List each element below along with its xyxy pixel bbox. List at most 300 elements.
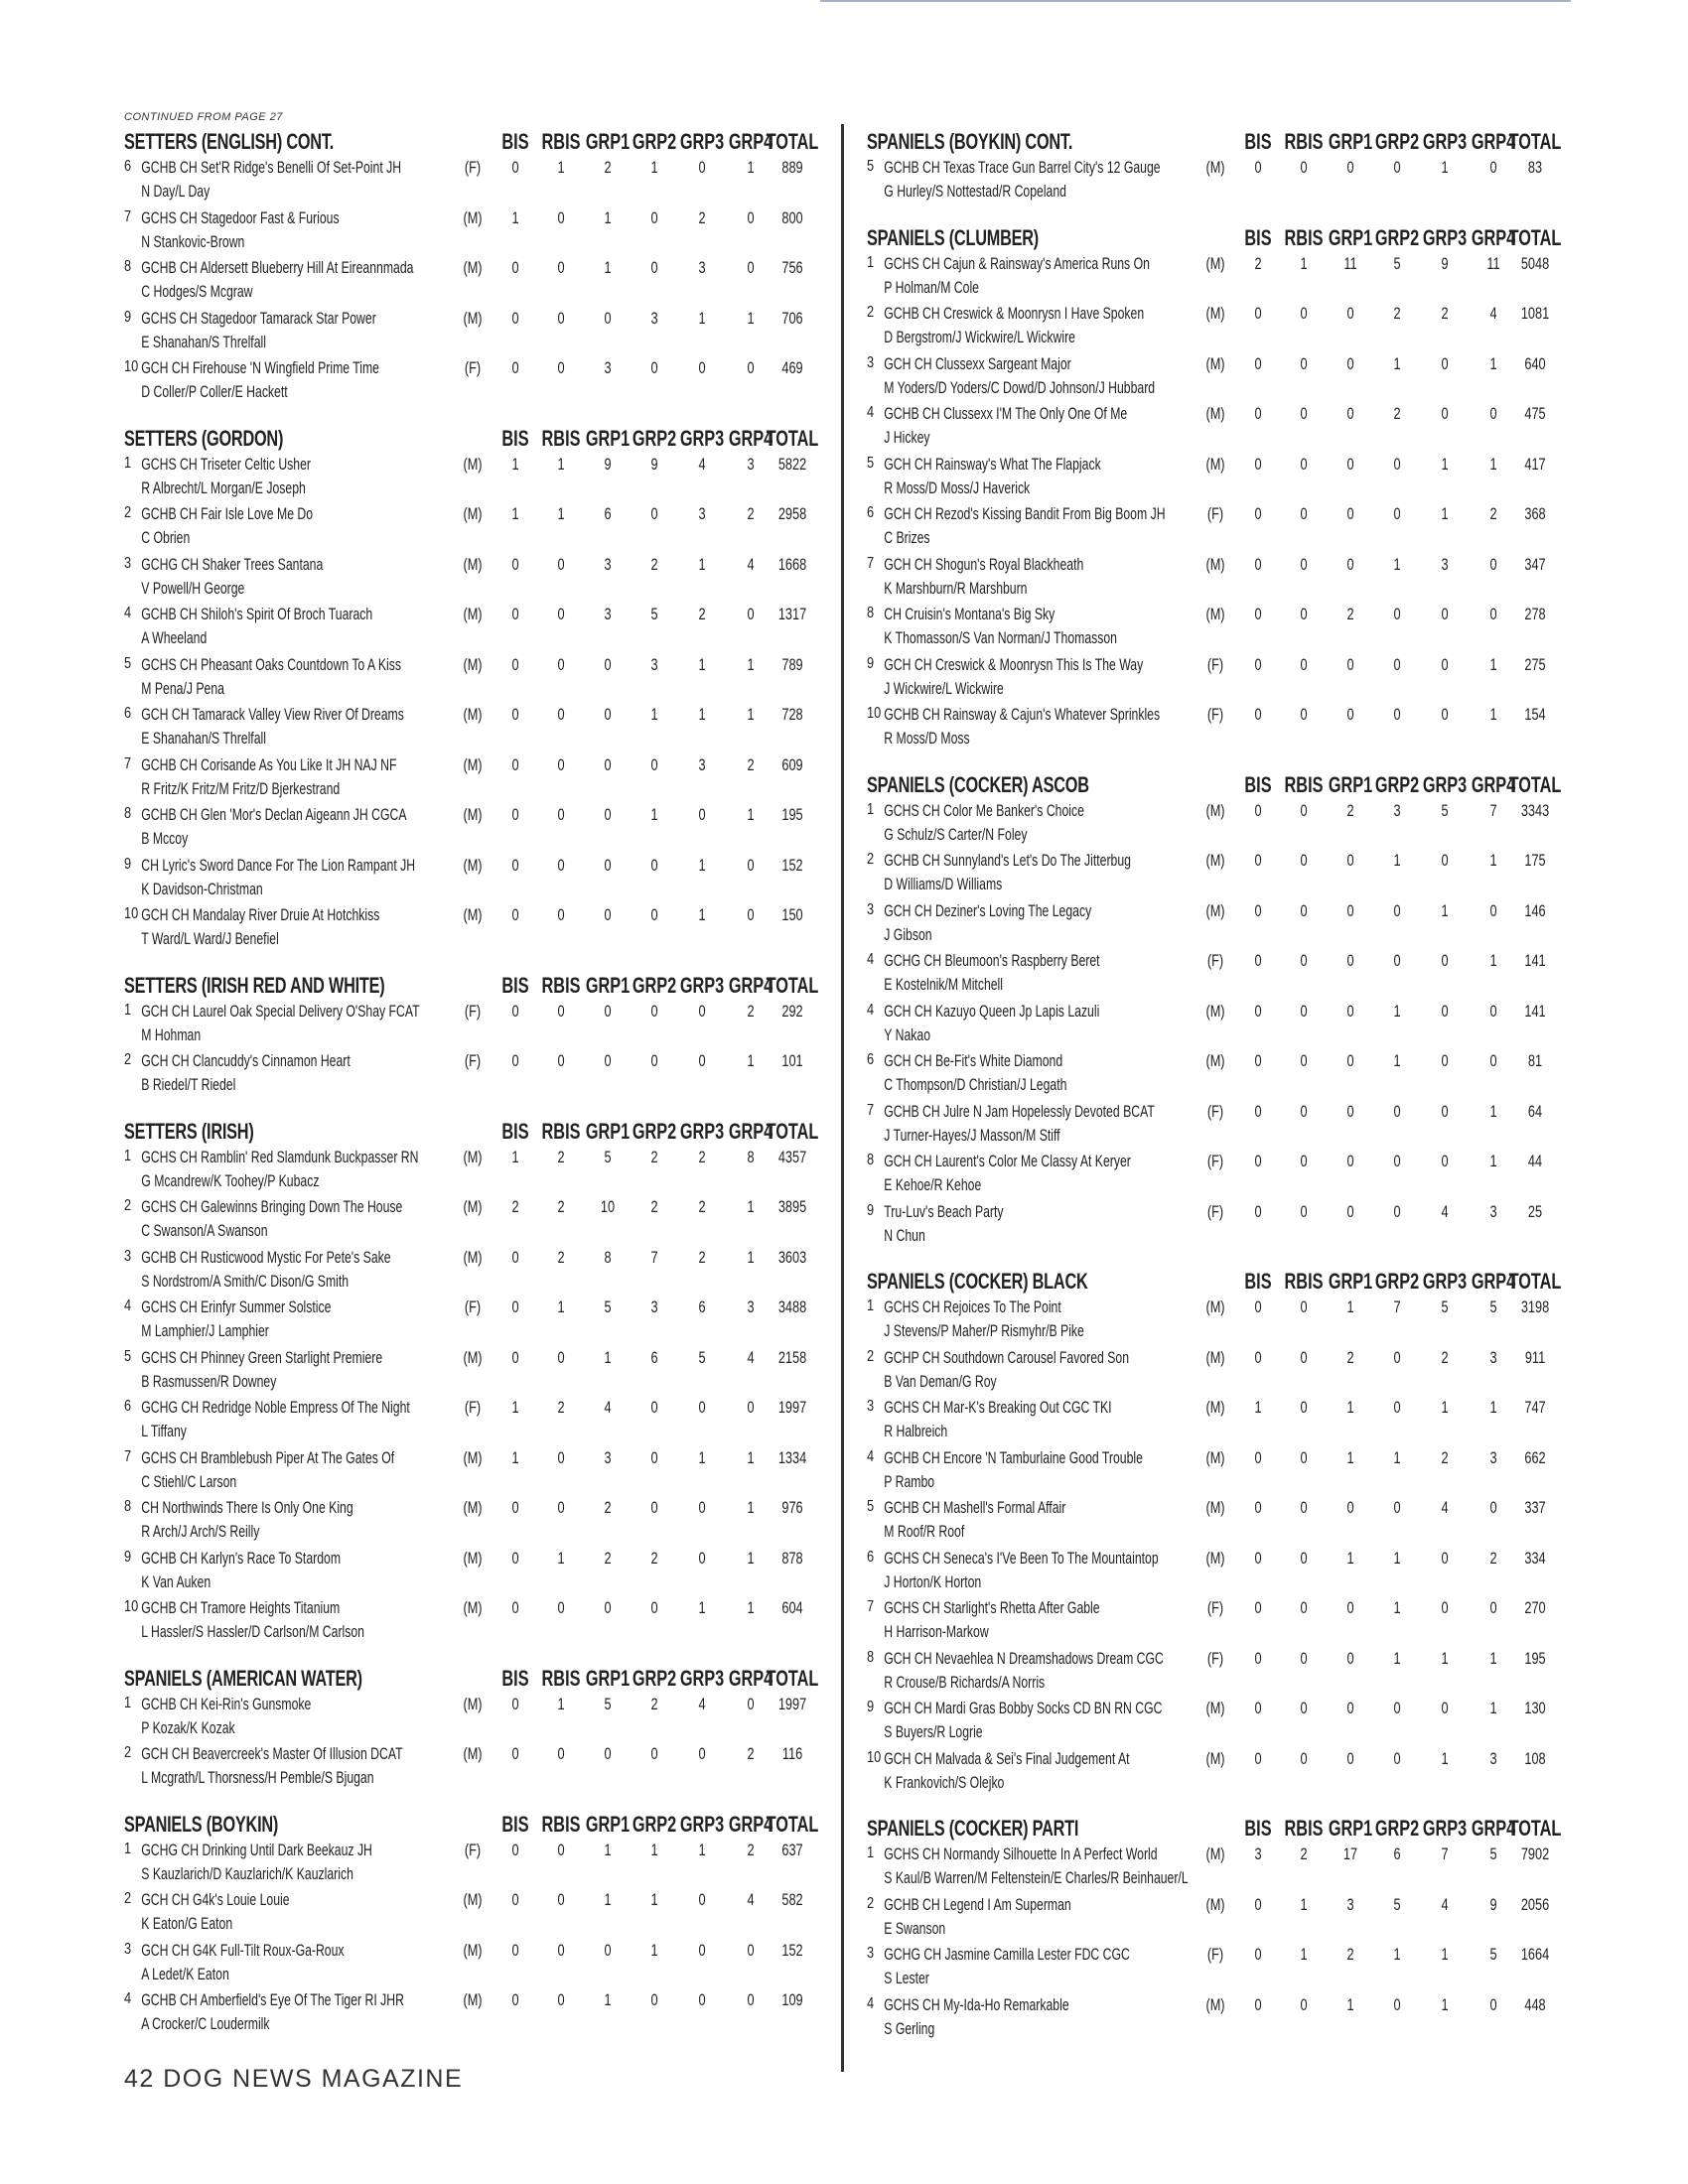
stat-grp2: 7	[650, 1247, 658, 1267]
dog-name: GCHG CH Shaker Trees Santana	[141, 554, 324, 574]
stat-rbis: 0	[1300, 1152, 1308, 1170]
stat-bis: 0	[1254, 1648, 1262, 1668]
stat-grp4: 0	[1489, 900, 1497, 920]
stat-grp4: 1	[747, 1447, 755, 1467]
table-row	[867, 301, 1562, 351]
stat-grp4: 1	[1489, 705, 1497, 724]
stat-bis: 0	[1254, 1699, 1262, 1717]
section-header	[124, 426, 819, 452]
column-header-grp1: GRP1	[585, 129, 631, 154]
stat-bis: 0	[511, 1247, 519, 1267]
table-row	[124, 1741, 819, 1792]
column-header-total: TOTAL	[1508, 771, 1562, 797]
owner-names: N Day/L Day	[141, 182, 211, 201]
owner-names: L Mcgrath/L Thorsness/H Pemble/S Bjugan	[141, 1768, 374, 1787]
stat-grp3: 0	[1441, 404, 1449, 423]
stat-grp1: 0	[604, 705, 612, 724]
stat-grp3: 9	[1441, 253, 1449, 273]
stat-grp4: 1	[747, 1598, 755, 1617]
stat-rbis: 0	[1300, 353, 1308, 373]
owner-names: M Hohman	[141, 1024, 202, 1044]
stat-total: 1081	[1520, 304, 1550, 323]
sex-label: (M)	[1205, 1051, 1225, 1070]
stat-grp1: 0	[604, 1051, 612, 1070]
stat-grp3: 1	[698, 308, 706, 328]
stat-total: 334	[1524, 1548, 1546, 1568]
stat-grp4: 9	[1489, 1894, 1497, 1914]
dog-name: GCHB CH Glen 'Mor's Declan Aigeann JH CGCA	[141, 805, 407, 824]
stat-bis: 0	[1254, 1994, 1262, 2014]
stat-grp3: 0	[1441, 1101, 1449, 1121]
owner-names: A Wheeland	[141, 628, 208, 647]
stat-grp1: 1	[1346, 1548, 1354, 1568]
stat-rbis: 0	[557, 855, 565, 875]
stat-grp3: 1	[698, 654, 706, 674]
table-row	[124, 552, 819, 603]
stat-grp2: 0	[1393, 1748, 1401, 1768]
section-title: SPANIELS (CLUMBER)	[867, 224, 1039, 250]
dog-name: GCHB CH Legend I Am Superman	[884, 1894, 1071, 1914]
stat-bis: 0	[1254, 654, 1262, 674]
table-row	[124, 702, 819, 752]
dog-name: GCH CH Shogun's Royal Blackheath	[884, 554, 1084, 574]
sex-label: (F)	[464, 158, 482, 177]
stat-rbis: 0	[557, 1498, 565, 1517]
sex-label: (M)	[1205, 404, 1225, 423]
sex-label: (F)	[1206, 504, 1224, 523]
sex-label: (M)	[463, 258, 483, 277]
sex-label: (F)	[464, 1001, 482, 1021]
owner-names: G Hurley/S Nottestad/R Copeland	[884, 182, 1066, 201]
sex-label: (M)	[463, 805, 483, 824]
standings-section	[124, 1119, 819, 1646]
stat-grp2: 5	[1393, 253, 1401, 273]
sex-label: (M)	[463, 1940, 483, 1960]
table-row	[124, 205, 819, 256]
stat-total: 1317	[777, 605, 807, 623]
stat-rbis: 1	[557, 1297, 565, 1316]
dog-entry	[124, 856, 415, 899]
stat-bis: 0	[511, 1598, 519, 1617]
owner-names: S Buyers/R Logrie	[884, 1722, 983, 1741]
rank-number: 10	[124, 1598, 139, 1615]
stat-grp1: 3	[604, 358, 612, 377]
stat-grp1: 0	[1346, 1051, 1354, 1070]
stat-bis: 0	[1254, 705, 1262, 724]
stat-rbis: 1	[1300, 253, 1308, 273]
stat-grp2: 0	[650, 1398, 658, 1417]
stat-bis: 0	[511, 855, 519, 875]
stat-grp1: 0	[1346, 705, 1354, 724]
dog-entry	[867, 1102, 1155, 1146]
stat-grp2: 5	[1393, 1894, 1401, 1914]
stat-bis: 0	[1254, 1498, 1262, 1517]
stat-grp3: 0	[698, 1001, 706, 1021]
stat-rbis: 0	[557, 207, 565, 227]
stat-bis: 0	[1254, 554, 1262, 574]
stat-grp4: 1	[1489, 654, 1497, 674]
stat-grp1: 2	[604, 1548, 612, 1568]
stat-grp3: 0	[698, 1498, 706, 1517]
section-title: SPANIELS (BOYKIN)	[124, 1811, 279, 1837]
section-title: SPANIELS (BOYKIN) CONT.	[867, 129, 1073, 154]
stat-rbis: 1	[1300, 1945, 1308, 1964]
dog-entry	[867, 1844, 1189, 1888]
stat-grp4: 5	[1489, 1297, 1497, 1316]
stat-grp4: 1	[747, 1051, 755, 1070]
sex-label: (M)	[1205, 851, 1225, 870]
stat-total: 130	[1524, 1699, 1546, 1717]
stat-rbis: 0	[1300, 1498, 1308, 1517]
stat-grp4: 5	[1489, 1945, 1497, 1964]
owner-names: A Ledet/K Eaton	[141, 1964, 229, 1983]
dog-entry	[124, 1598, 364, 1642]
rank-number: 7	[124, 1447, 132, 1465]
owner-names: M Roof/R Roof	[884, 1522, 965, 1541]
sex-label: (M)	[463, 1548, 483, 1568]
rank-number: 6	[124, 705, 132, 722]
table-row	[124, 1345, 819, 1396]
stat-rbis: 0	[1300, 1699, 1308, 1717]
stat-grp3: 1	[698, 705, 706, 724]
stat-grp2: 3	[650, 1297, 658, 1316]
rank-number: 4	[867, 404, 875, 421]
stat-grp3: 0	[1441, 1548, 1449, 1568]
dog-name: GCHS CH Stagedoor Fast & Furious	[141, 207, 340, 227]
stat-grp1: 1	[604, 258, 612, 277]
stat-bis: 0	[511, 905, 519, 924]
stat-grp2: 2	[650, 1694, 658, 1713]
column-header-total: TOTAL	[766, 425, 819, 451]
rank-number: 6	[124, 158, 132, 175]
rank-number: 5	[867, 158, 875, 175]
stat-total: 150	[781, 905, 803, 924]
rank-number: 1	[867, 800, 875, 818]
stat-grp4: 8	[747, 1147, 755, 1166]
sex-label: (M)	[1205, 900, 1225, 920]
dog-name: GCHB CH Set'R Ridge's Benelli Of Set-Point JH	[141, 158, 402, 177]
rank-number: 2	[124, 1051, 132, 1068]
stat-grp4: 1	[747, 158, 755, 177]
stat-grp1: 0	[1346, 1101, 1354, 1121]
dog-name: GCHB CH Encore 'N Tamburlaine Good Trouble	[884, 1447, 1143, 1467]
sex-label: (M)	[463, 905, 483, 924]
dog-entry	[867, 1995, 1069, 2039]
stat-grp3: 0	[698, 1990, 706, 2009]
owner-names: L Tiffany	[141, 1422, 187, 1440]
column-header-grp1: GRP1	[585, 972, 631, 998]
table-row	[867, 1746, 1562, 1797]
stat-grp2: 1	[1393, 1051, 1401, 1070]
owner-names: P Holman/M Cole	[884, 277, 979, 297]
owner-names: J Stevens/P Maher/P Rismyhr/B Pike	[884, 1321, 1084, 1340]
owner-names: B Riedel/T Riedel	[141, 1075, 236, 1094]
section-title: SETTERS (IRISH)	[124, 1118, 254, 1144]
stat-grp3: 0	[698, 358, 706, 377]
dog-entry	[124, 1744, 403, 1788]
owner-names: J Wickwire/L Wickwire	[884, 678, 1004, 698]
table-row	[867, 155, 1562, 205]
stat-bis: 0	[511, 805, 519, 824]
stat-grp4: 2	[1489, 1548, 1497, 1568]
stat-grp4: 0	[1489, 1994, 1497, 2014]
stat-grp1: 0	[1346, 1001, 1354, 1021]
owner-names: B Mccoy	[141, 829, 189, 848]
stat-total: 347	[1524, 554, 1546, 574]
stat-bis: 0	[511, 754, 519, 774]
column-header-total: TOTAL	[1508, 1269, 1562, 1294]
dog-entry	[124, 1990, 404, 2034]
stat-bis: 0	[1254, 1598, 1262, 1617]
rank-number: 7	[124, 207, 132, 225]
stat-bis: 0	[511, 1990, 519, 2009]
stat-grp2: 0	[1393, 158, 1401, 177]
stat-grp2: 1	[1393, 1447, 1401, 1467]
stat-grp1: 0	[1346, 951, 1354, 970]
stat-bis: 0	[1254, 353, 1262, 373]
stat-grp3: 1	[698, 855, 706, 875]
stat-rbis: 0	[1300, 1994, 1308, 2014]
dog-entry	[867, 1051, 1066, 1095]
stat-grp3: 2	[698, 1147, 706, 1166]
dog-name: GCHS CH Galewinns Bringing Down The House	[141, 1197, 403, 1216]
stat-grp1: 9	[604, 454, 612, 474]
stat-grp3: 4	[1441, 1498, 1449, 1517]
stat-grp4: 1	[747, 308, 755, 328]
stat-grp2: 0	[1393, 1994, 1401, 2014]
stat-grp3: 0	[698, 1744, 706, 1763]
rank-number: 10	[124, 905, 139, 922]
owner-names: K Marshburn/R Marshburn	[884, 578, 1028, 598]
stat-grp4: 1	[1489, 851, 1497, 870]
sex-label: (F)	[1206, 1152, 1224, 1170]
stat-grp3: 0	[1441, 705, 1449, 724]
stat-grp4: 3	[1489, 1201, 1497, 1221]
rank-number: 1	[124, 454, 132, 472]
owner-names: P Kozak/K Kozak	[141, 1717, 235, 1737]
stat-total: 7902	[1520, 1844, 1550, 1863]
stat-grp3: 0	[1441, 1699, 1449, 1717]
section-header	[124, 973, 819, 999]
dog-entry	[867, 455, 1101, 498]
stat-bis: 0	[1254, 1297, 1262, 1316]
stat-total: 1997	[777, 1694, 807, 1713]
stat-total: 609	[781, 754, 803, 774]
dog-entry	[867, 901, 1091, 945]
stat-rbis: 0	[557, 1840, 565, 1859]
stat-rbis: 2	[1300, 1844, 1308, 1863]
owner-names: B Van Deman/G Roy	[884, 1371, 997, 1391]
dog-entry	[867, 254, 1150, 298]
stat-rbis: 0	[1300, 605, 1308, 623]
stat-grp3: 1	[1441, 454, 1449, 474]
table-row	[124, 1546, 819, 1596]
stat-grp4: 0	[1489, 1498, 1497, 1517]
dog-entry	[124, 755, 396, 799]
dog-name: GCHP CH Southdown Carousel Favored Son	[884, 1347, 1130, 1367]
standings-section	[867, 225, 1562, 752]
sex-label: (M)	[463, 1247, 483, 1267]
table-row	[124, 1887, 819, 1938]
column-header-grp2: GRP2	[1374, 1816, 1420, 1841]
dog-entry	[867, 1398, 1112, 1441]
column-header-grp3: GRP3	[1422, 224, 1468, 250]
owner-names: R Fritz/K Fritz/M Fritz/D Bjerkestrand	[141, 778, 341, 798]
stat-grp2: 0	[650, 754, 658, 774]
dog-entry	[867, 1699, 1162, 1742]
stat-grp2: 0	[650, 504, 658, 523]
dog-entry	[867, 705, 1160, 749]
stat-grp4: 1	[747, 654, 755, 674]
stat-bis: 0	[511, 1694, 519, 1713]
dog-name: GCHS CH Stagedoor Tamarack Star Power	[141, 308, 376, 328]
stat-total: 108	[1524, 1748, 1546, 1768]
stat-grp4: 2	[1489, 504, 1497, 523]
dog-name: GCH CH Be-Fit's White Diamond	[884, 1051, 1063, 1070]
dog-name: GCHB CH Corisande As You Like It JH NAJ NF	[141, 754, 397, 774]
sex-label: (M)	[1205, 353, 1225, 373]
dog-name: GCHG CH Bleumoon's Raspberry Beret	[884, 951, 1100, 970]
column-divider	[841, 124, 844, 2072]
dog-name: GCH CH Clancuddy's Cinnamon Heart	[141, 1051, 351, 1070]
top-rule	[820, 0, 1571, 2]
column-header-rbis: RBIS	[541, 972, 581, 998]
stat-grp1: 0	[604, 1598, 612, 1617]
dog-entry	[124, 309, 376, 352]
sex-label: (F)	[464, 1297, 482, 1316]
dog-entry	[124, 1248, 391, 1292]
stat-total: 25	[1527, 1201, 1543, 1221]
column-header-bis: BIS	[501, 1118, 529, 1144]
stat-rbis: 1	[557, 1548, 565, 1568]
owner-names: V Powell/H George	[141, 578, 245, 598]
sex-label: (F)	[464, 358, 482, 377]
stat-grp4: 1	[1489, 454, 1497, 474]
stat-total: 4357	[777, 1147, 807, 1166]
stat-grp4: 4	[747, 1347, 755, 1367]
sex-label: (M)	[463, 207, 483, 227]
standings-section	[867, 1269, 1562, 1796]
stat-grp1: 0	[1346, 454, 1354, 474]
section-header	[124, 1119, 819, 1145]
dog-name: GCH CH Laurel Oak Special Delivery O'Shay FCAT	[141, 1001, 420, 1021]
stat-bis: 0	[1254, 800, 1262, 820]
stat-bis: 0	[1254, 304, 1262, 323]
stat-grp3: 1	[698, 1598, 706, 1617]
rank-number: 10	[867, 705, 882, 722]
column-header-grp2: GRP2	[632, 425, 677, 451]
table-row	[867, 351, 1562, 402]
stat-grp4: 0	[1489, 1001, 1497, 1021]
owner-names: T Ward/L Ward/J Benefiel	[141, 929, 279, 948]
sex-label: (F)	[1206, 1201, 1224, 1221]
stat-grp2: 0	[1393, 1699, 1401, 1717]
stat-grp2: 1	[650, 1890, 658, 1909]
standings-section	[867, 129, 1562, 205]
dog-name: GCHB CH Creswick & Moonrysn I Have Spoken	[884, 304, 1145, 323]
owner-names: K Davidson-Christman	[141, 879, 263, 898]
stat-total: 417	[1524, 454, 1546, 474]
stat-grp1: 0	[604, 1744, 612, 1763]
sex-label: (M)	[1205, 1894, 1225, 1914]
stat-grp3: 0	[1441, 1001, 1449, 1021]
left-column	[124, 129, 819, 2058]
stat-grp1: 0	[1346, 304, 1354, 323]
stat-grp3: 4	[1441, 1201, 1449, 1221]
column-header-bis: BIS	[501, 1811, 529, 1837]
dog-name: GCHS CH Bramblebush Piper At The Gates Of	[141, 1447, 395, 1467]
stat-bis: 0	[1254, 454, 1262, 474]
stat-total: 878	[781, 1548, 803, 1568]
owner-names: L Hassler/S Hassler/D Carlson/M Carlson	[141, 1622, 364, 1641]
stat-grp2: 0	[1393, 1101, 1401, 1121]
stat-bis: 1	[511, 1447, 519, 1467]
dog-entry	[124, 805, 407, 849]
column-header-rbis: RBIS	[1284, 1816, 1324, 1841]
table-row	[867, 1696, 1562, 1746]
owner-names: E Shanahan/S Threlfall	[141, 332, 266, 351]
column-header-grp3: GRP3	[1422, 771, 1468, 797]
stat-grp2: 1	[650, 1840, 658, 1859]
rank-number: 9	[867, 1699, 875, 1715]
sex-label: (M)	[463, 605, 483, 623]
stat-bis: 0	[511, 1001, 519, 1021]
stat-grp2: 5	[650, 605, 658, 623]
stat-grp4: 0	[747, 1694, 755, 1713]
stat-grp3: 4	[698, 1694, 706, 1713]
stat-grp2: 1	[1393, 851, 1401, 870]
table-row	[867, 552, 1562, 603]
stat-total: 3198	[1520, 1297, 1550, 1316]
dog-entry	[124, 455, 311, 498]
stat-grp1: 0	[604, 905, 612, 924]
dog-name: GCHB CH Rusticwood Mystic For Pete's Sake	[141, 1247, 391, 1267]
stat-grp1: 2	[1346, 1945, 1354, 1964]
dog-entry	[124, 1941, 345, 1984]
sex-label: (M)	[463, 1447, 483, 1467]
column-header-grp1: GRP1	[1328, 1816, 1373, 1841]
stat-grp4: 1	[1489, 353, 1497, 373]
dog-entry	[124, 655, 401, 699]
stat-bis: 1	[1254, 1398, 1262, 1417]
owner-names: J Gibson	[884, 924, 932, 944]
owner-names: E Kehoe/R Kehoe	[884, 1175, 982, 1194]
owner-names: Y Nakao	[884, 1024, 931, 1044]
stat-bis: 0	[1254, 1101, 1262, 1121]
stat-grp2: 1	[1393, 1648, 1401, 1668]
dog-name: GCHS CH Starlight's Rhetta After Gable	[884, 1598, 1100, 1617]
stat-grp4: 1	[747, 1498, 755, 1517]
stat-grp4: 0	[747, 1940, 755, 1960]
table-row	[867, 1495, 1562, 1546]
table-row	[867, 1099, 1562, 1150]
table-row	[867, 1646, 1562, 1697]
column-header-grp1: GRP1	[585, 1118, 631, 1144]
stat-grp2: 2	[650, 554, 658, 574]
stat-grp2: 2	[650, 1548, 658, 1568]
column-header-grp3: GRP3	[679, 1118, 725, 1144]
stat-rbis: 1	[557, 504, 565, 523]
stat-grp4: 4	[747, 554, 755, 574]
stat-grp1: 11	[1343, 253, 1357, 273]
section-title: SPANIELS (COCKER) PARTI	[867, 1816, 1079, 1841]
stat-grp3: 1	[698, 1447, 706, 1467]
stat-grp2: 0	[650, 1598, 658, 1617]
sex-label: (F)	[1206, 1945, 1224, 1964]
stat-total: 44	[1527, 1152, 1543, 1170]
stat-grp1: 3	[1346, 1894, 1354, 1914]
stat-rbis: 0	[557, 654, 565, 674]
